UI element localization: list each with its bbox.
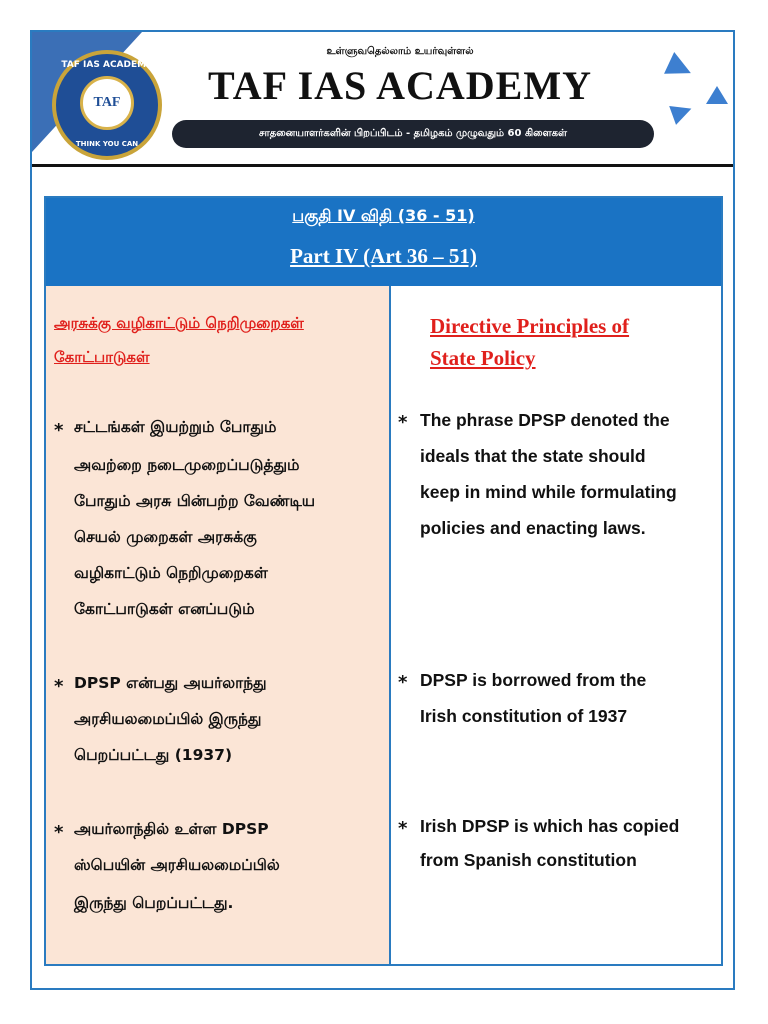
bullet-icon: * — [398, 818, 408, 839]
logo-center-text: TAF — [93, 95, 121, 110]
header-tagline: உள்ளுவதெல்லாம் உயர்வுள்ளல் — [326, 46, 474, 57]
english-point-1-line: ideals that the state should — [420, 446, 646, 466]
bullet-icon: * — [54, 822, 64, 843]
academy-logo — [52, 50, 162, 160]
english-point-3-line: Irish DPSP is which has copied — [420, 816, 680, 836]
column-divider — [389, 286, 391, 964]
english-point-1-line: The phrase DPSP denoted the — [420, 410, 670, 430]
english-point-1-line: policies and enacting laws. — [420, 518, 646, 538]
english-point-3-line: from Spanish constitution — [420, 850, 637, 870]
bullet-icon: * — [398, 672, 408, 693]
academy-title: TAF IAS ACADEMY — [208, 63, 592, 108]
tamil-heading-line-2: கோட்பாடுகள் — [54, 348, 150, 366]
logo-ring-top-text: TAF IAS ACADEMY — [61, 60, 153, 70]
header-subtitle-bar: சாதனையாளர்களின் பிறப்பிடம் - தமிழகம் முழுவதும் 60 கிளைகள் — [172, 120, 654, 148]
tamil-point-1-line: கோட்பாடுகள் எனப்படும் — [74, 600, 255, 618]
english-heading-line-2: State Policy — [430, 346, 536, 370]
tamil-heading-line-1: அரசுக்கு வழிகாட்டும் நெறிமுறைகள் — [54, 314, 304, 332]
tamil-point-1-line: போதும் அரசு பின்பற்ற வேண்டிய — [74, 492, 316, 510]
logo-emblem — [80, 76, 134, 130]
section-heading-english: Part IV (Art 36 – 51) — [290, 244, 477, 268]
bullet-icon: * — [398, 412, 408, 433]
section-heading-tamil: பகுதி IV விதி (36 - 51) — [292, 206, 475, 225]
tamil-point-2-line: அரசியலமைப்பில் இருந்து — [74, 710, 262, 728]
tamil-point-3-line: ஸ்பெயின் அரசியலமைப்பில் — [74, 856, 280, 874]
tamil-point-2-line: DPSP என்பது அயர்லாந்து — [74, 674, 267, 692]
logo-ring-bottom-text: THINK YOU CAN — [75, 140, 139, 148]
tamil-point-3-line: இருந்து பெறப்பட்டது. — [74, 894, 234, 912]
header-divider — [32, 164, 733, 167]
tamil-point-1-line: அவற்றை நடைமுறைப்படுத்தும் — [74, 456, 300, 474]
triangle-decoration-icon — [706, 86, 728, 104]
tamil-point-1-line: சட்டங்கள் இயற்றும் போதும் — [74, 418, 277, 436]
tamil-point-1-line: செயல் முறைகள் அரசுக்கு — [74, 528, 257, 546]
tamil-point-3-line: அயர்லாந்தில் உள்ள DPSP — [74, 820, 269, 838]
bullet-icon: * — [54, 676, 64, 697]
bullet-icon: * — [54, 420, 64, 441]
english-point-2-line: DPSP is borrowed from the — [420, 670, 647, 690]
tamil-point-1-line: வழிகாட்டும் நெறிமுறைகள் — [74, 564, 268, 582]
english-point-2-line: Irish constitution of 1937 — [420, 706, 628, 726]
english-heading-line-1: Directive Principles of — [430, 314, 630, 338]
tamil-point-2-line: பெறப்பட்டது (1937) — [74, 746, 233, 764]
english-point-1-line: keep in mind while formulating — [420, 482, 677, 502]
